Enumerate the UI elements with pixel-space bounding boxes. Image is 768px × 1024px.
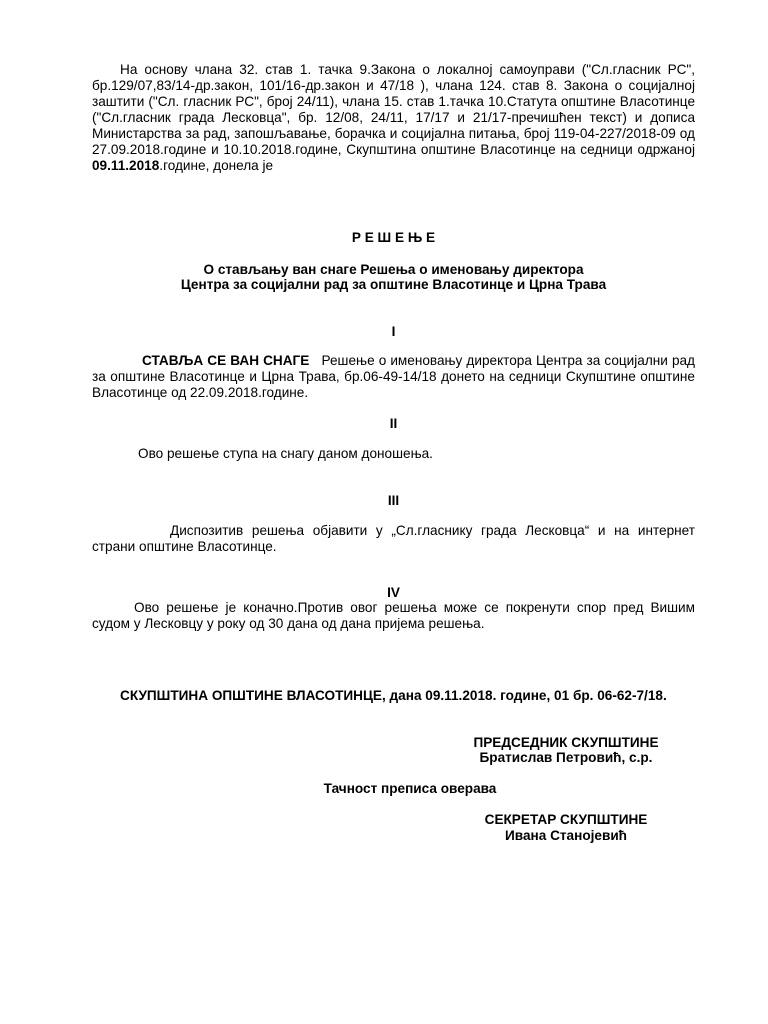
section-4-label: IV	[387, 585, 400, 600]
secretary-title: СЕКРЕТАР СКУПШТИНЕ	[484, 812, 648, 827]
subtitle-line-2: Центра за социјални рад за општине Власотинце и Црна Трава	[180, 277, 607, 292]
section-1-bold: СТАВЉА СЕ ВАН СНАГЕ	[142, 353, 310, 368]
section-2-label: II	[389, 416, 398, 431]
session-date: 09.11.2018	[92, 158, 160, 173]
preamble-text-end: .године, донела је	[159, 158, 274, 173]
document-title: Р Е Ш Е Њ Е	[351, 230, 436, 245]
section-2-text: Ово решење ступа на снагу даном доношења.	[138, 446, 433, 461]
president-title: ПРЕДСЕДНИК СКУПШТИНЕ	[473, 735, 659, 750]
section-4-text: Ово решење је коначно.Против овог решења може се покренути спор пред Вишим судом у Лесковцу у року од 30 дана од дана пријема решења.	[92, 600, 695, 631]
preamble-paragraph	[92, 62, 695, 174]
secretary-name: Ивана Станојевић	[505, 828, 627, 843]
certification-text: Тачност преписа оверава	[323, 781, 497, 796]
section-3-text: Диспозитив решења објавити у „Сл.гласнику града Лесковца“ и на интернет страни општине Власотинце.	[92, 523, 695, 554]
section-1-label: I	[391, 324, 396, 339]
section-1-text: Решење о именовању директора Центра за социјални рад за општине Власотинце и Црна Трава, бр.06-49-14/18 донето на седници Скупштине општине Власотинце од 22.09.2018.године.	[92, 353, 695, 400]
president-name: Братислав Петровић, с.р.	[479, 750, 653, 765]
preamble-text-start: На основу члана 32. став 1. тачка 9.Закона о локалној самоуправи ("Сл.гласник РС", бр.129/07,83/14-др.закон, 101/16-др.закон и 47/18 ), члана 124. став 8. Закона о социјалној заштити ("Сл. гласник РС", број 24/11), члана 15. став 1.тачка 10.Статута општине Власотинце ("Сл.гласник града Лесковца", бр. 12/08, 24/11, 17/17 и 21/17-пречишћен текст) и дописа Министарства за рад, запошљавање, борачка и социјална питања, број 119-04-227/2018-09 од 27.09.2018.године и 10.10.2018.године, Скупштина општине Власотинце на седници одржаној	[92, 62, 695, 157]
subtitle-line-1: О стављању ван снаге Решења о именовању директора	[203, 262, 584, 277]
section-1-paragraph	[92, 353, 695, 401]
footer-line: СКУПШТИНА ОПШТИНЕ ВЛАСОТИНЦЕ, дана 09.11.2018. године, 01 бр. 06-62-7/18.	[120, 688, 667, 703]
section-3-label: III	[387, 493, 400, 508]
